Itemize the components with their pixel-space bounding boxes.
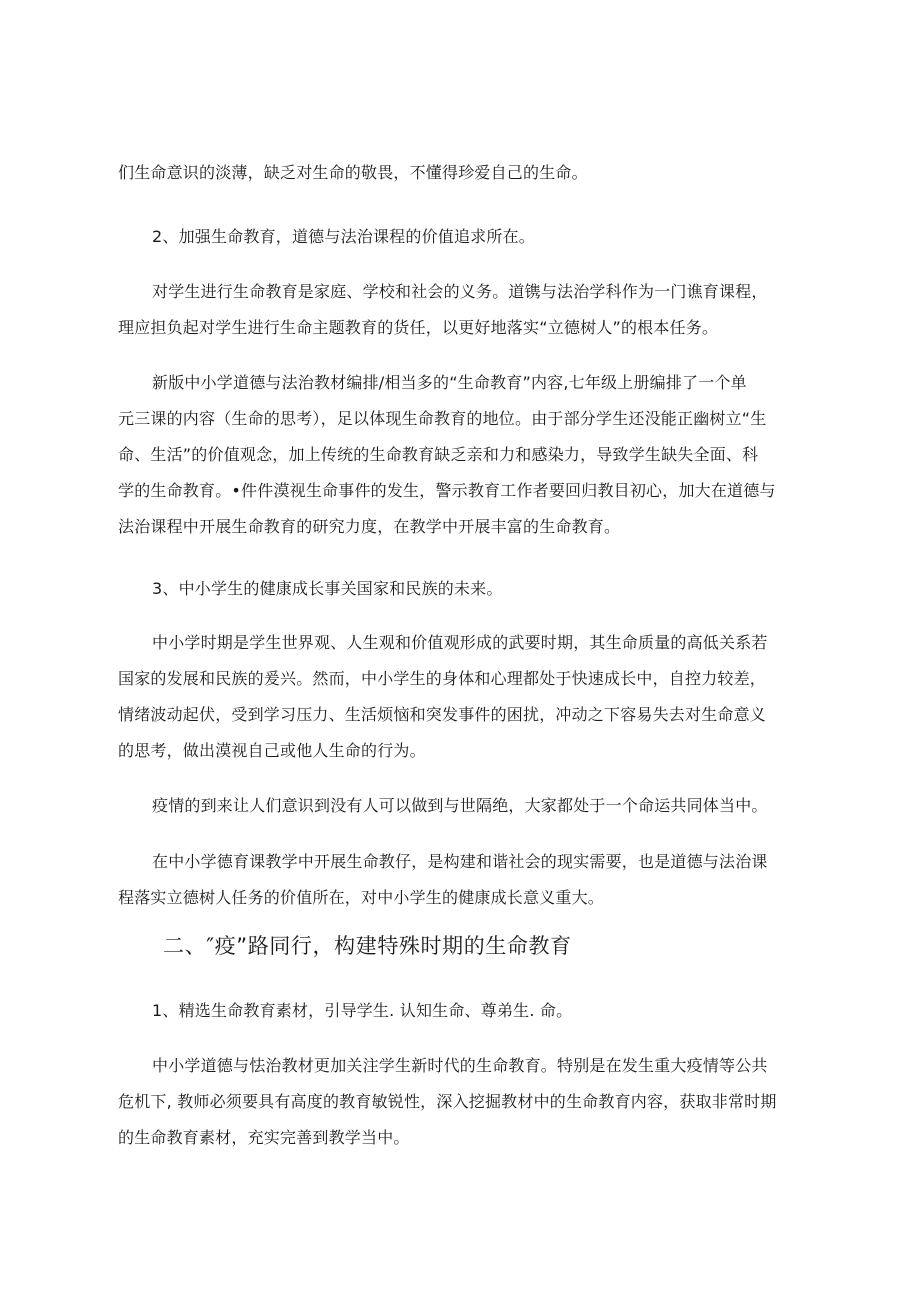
paragraph-line: 们生命意识的淡薄，缺乏对生命的敬畏，不懂得珍爱自己的生命。 — [118, 163, 588, 182]
paragraph-line: 危机下, 教师必须要具有高度的教育敏锐性，深入挖掘教材中的生命教育内容，获取非常时期 — [118, 1092, 777, 1111]
paragraph-line: 元三课的内容（生命的思考），足以体现生命教育的地位。由于部分学生还没能正幽树立“生 — [118, 409, 767, 428]
paragraph-line: 学的生命教育。•件件漠视生命事件的发生，警示教育工作者要回归教目初心，加大在道德与 — [118, 481, 776, 500]
paragraph-line: 中小学道德与怯治教材更加关注学生新时代的生命教育。特别是在发生重大疫情等公共 — [152, 1056, 768, 1075]
paragraph-line: 对学生进行生命教育是家庭、学校和社会的义务。道镌与法治学科作为一门谯育课程， — [152, 282, 768, 301]
subheading-1: 1、精选生命教育素材，引导学生. 认知生命、尊弟生. 命。 — [152, 1001, 573, 1020]
section-heading: 二、″疫”路同行，构建特殊时期的生命教育 — [163, 934, 572, 958]
paragraph-line: 的生命教育素材，充实完善到教学当中。 — [118, 1128, 410, 1147]
paragraph-line: 国家的发展和民族的爰兴。然而，中小学生的身体和心理都处于快速成长中，自控力较差， — [118, 669, 767, 688]
paragraph-line: 命、生活”的价值观念，加上传统的生命教育缺乏亲和力和感染力，导致学生缺失全面、科 — [118, 445, 759, 464]
paragraph-line: 新版中小学道德与法治教材编排/相当多的“生命教育”内容,七年级上册编排了一个单 — [152, 373, 747, 392]
paragraph-line: 疫情的到来让人们意识到没有人可以做到与世隔绝，大家都处于一个命运共同体当中。 — [152, 796, 768, 815]
paragraph-line: 情绪波动起伏，受到学习压力、生活烦恼和突发事件的困扰，冲动之下容易失去对生命意义 — [118, 705, 767, 724]
paragraph-line: 中小学时期是学生世界观、人生观和价值观形成的武要时期，其生命质量的高低关系若 — [152, 633, 768, 652]
paragraph-line: 理应担负起对学生进行生命主题教育的货任，以更好地落实“立德树人”的根本任务。 — [118, 318, 719, 337]
paragraph-line: 法治课程中开展生命教育的研究力度，在教学中开展丰富的生命教育。 — [118, 517, 621, 536]
paragraph-line: 程落实立德树人任务的价值所在，对中小学生的健康成长意义重大。 — [118, 888, 605, 907]
subheading-2: 2、加强生命教育，道德与法治课程的价值追求所在。 — [152, 227, 535, 246]
paragraph-line: 在中小学德育课教学中开展生命教仔，是构建和谐社会的现实需要，也是道德与法治课 — [152, 852, 768, 871]
paragraph-line: 的思考，做出漠视自己或他人生命的行为。 — [118, 741, 426, 760]
subheading-3: 3、中小学生的健康成长事关国家和民族的未来。 — [152, 579, 503, 598]
